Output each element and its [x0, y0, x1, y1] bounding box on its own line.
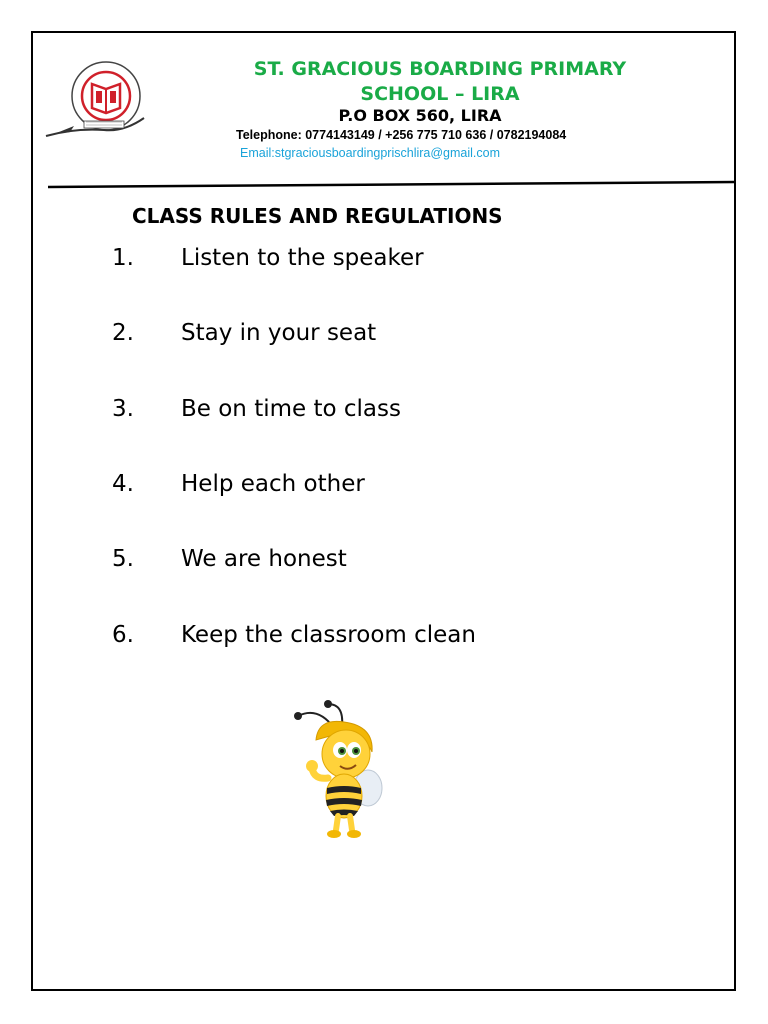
rule-text: We are honest [181, 546, 347, 572]
bee-illustration [288, 700, 388, 842]
rule-text: Listen to the speaker [181, 245, 424, 271]
rule-text: Help each other [181, 471, 365, 497]
rule-number: 4. [112, 471, 134, 497]
po-box: P.O BOX 560, LIRA [338, 106, 502, 125]
rule-number: 6. [112, 622, 134, 648]
rule-text: Be on time to class [181, 396, 401, 422]
rule-number: 1. [112, 245, 134, 271]
school-name-line2: SCHOOL – LIRA [360, 83, 520, 105]
header-divider [48, 180, 736, 190]
rule-number: 2. [112, 320, 134, 346]
page-border [31, 31, 736, 991]
email-link[interactable]: Email:stgraciousboardingprischlira@gmail.com [240, 146, 501, 160]
rule-number: 3. [112, 396, 134, 422]
page-title: CLASS RULES AND REGULATIONS [132, 204, 503, 228]
rule-number: 5. [112, 546, 134, 572]
rule-text: Keep the classroom clean [181, 622, 476, 648]
school-logo [44, 58, 150, 140]
rule-text: Stay in your seat [181, 320, 377, 346]
school-name-line1: ST. GRACIOUS BOARDING PRIMARY [253, 58, 627, 80]
telephone: Telephone: 0774143149 / +256 775 710 636 / 0782194084 [236, 128, 567, 142]
